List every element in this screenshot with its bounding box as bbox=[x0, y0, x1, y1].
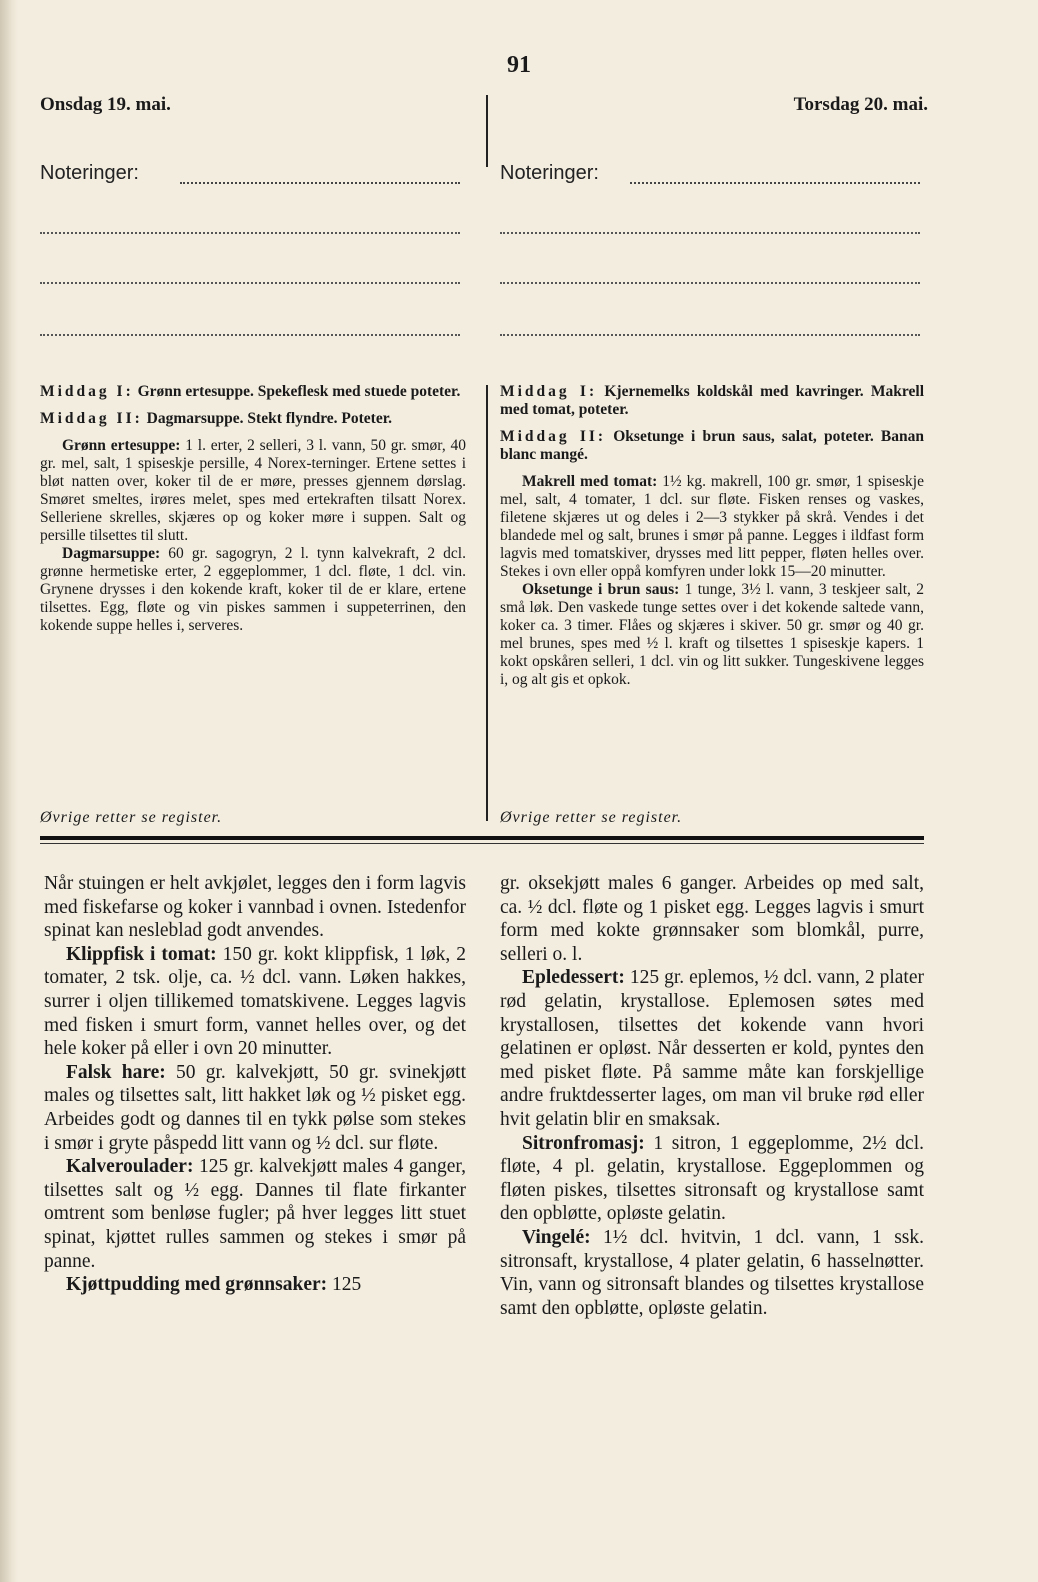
recipe bbox=[44, 943, 466, 1061]
page-gutter-shadow bbox=[0, 0, 18, 1582]
page-number: 91 bbox=[507, 52, 531, 78]
recipe bbox=[40, 545, 466, 635]
menu-entry bbox=[40, 383, 466, 401]
recipe-title: Grønn ertesuppe: bbox=[62, 437, 181, 454]
recipe bbox=[500, 1132, 924, 1226]
recipe-continuation: Når stuingen er helt avkjølet, legges den i form lagvis med fiskefarse og koker i vannbad i ovnen. Istedenfor spinat kan nesleblad godt anvendes. bbox=[44, 873, 466, 942]
menu-text: Dagmarsuppe. Stekt flyndre. Poteter. bbox=[146, 410, 393, 427]
notes-label: Noteringer: bbox=[40, 162, 139, 184]
menu-label: Middag I: bbox=[40, 383, 134, 400]
recipe-title: Klippfisk i tomat: bbox=[66, 943, 217, 965]
recipe-text: 125 bbox=[332, 1274, 362, 1296]
notes-dotted-line bbox=[500, 232, 920, 234]
recipe-text: 1½ dcl. hvitvin, 1 dcl. vann, 1 ssk. sitronsaft, krystallose, 4 plater gelatin, 6 hasselnøtter. Vin, vann og sitronsaft blandes og tilsettes krystallose samt den opbløtte, opløste gelatin. bbox=[500, 1226, 925, 1319]
recipe-title: Makrell med tomat: bbox=[522, 473, 658, 490]
recipe bbox=[44, 1061, 466, 1155]
recipe-title: Vingelé: bbox=[522, 1226, 591, 1248]
recipe-continuation: gr. oksekjøtt males 6 ganger. Arbeides op med salt, ca. ½ dcl. fløte og 1 pisket egg. Legges lagvis i smurt form med kokte grønnsaker som blomkål, purre, selleri o. l. bbox=[500, 873, 924, 965]
recipe-text: 125 gr. eplemos, ½ dcl. vann, 2 plater rød gelatin, krystallose. Eplemosen søtes med krystallosen, tilsettes det kokende vann hvori gelatinen er opløst. Når desserten er kold, pyntes den med pisket fløte. På samme måte kan forskjellige andre fruktdesserter lages, om man vil bruke rød eller hvit gelatin blir en smaksak. bbox=[500, 967, 924, 1130]
recipe bbox=[500, 966, 924, 1131]
recipe bbox=[44, 1155, 466, 1273]
menu-label: Middag II: bbox=[500, 428, 607, 445]
recipe bbox=[500, 581, 924, 689]
recipe bbox=[40, 437, 466, 545]
menu-entry bbox=[500, 428, 924, 464]
recipe-title: Dagmarsuppe: bbox=[62, 545, 161, 562]
recipe-text: 1½ kg. makrell, 100 gr. smør, 1 spiseskje mel, salt, 4 tomater, 1 dcl. sur fløte. Fisken renses og vaskes, filetene skjæres ut og deles i 2—3 stykker på skrå. Vendes i det blandede mel og salt, brunes i smør på panne. Legges i ildfast form lagvis med tomatskiver, drysses med litt pepper, fløten helles over. Stekes i ovn eller oppå komfyren under lokk 15—20 minutter. bbox=[500, 473, 924, 580]
notes-label: Noteringer: bbox=[500, 162, 599, 184]
menu-column-right bbox=[500, 383, 924, 689]
recipe-text: 1 tunge, 3½ l. vann, 3 teskjeer salt, 2 små løk. Den vaskede tunge settes over i det kokende saltede vann, koker ca. 3 timer. Flåes og skjæres i skiver. 50 gr. smør og 40 gr. mel brunes, spes med ½ l. kraft og tilsettes 1 spiseskje kapers. 1 kokt opskåren selleri, 1 dcl. vin og litt sukker. Tungeskivene legges i, og alt gis et opkok. bbox=[500, 581, 925, 688]
recipes-column-right bbox=[500, 872, 924, 1320]
menu-entry bbox=[40, 410, 466, 428]
day-heading-right: Torsdag 20. mai. bbox=[793, 94, 928, 115]
notes-dotted-line bbox=[630, 182, 920, 184]
notes-area-right bbox=[500, 162, 920, 185]
footer-note-right: Øvrige retter se register. bbox=[500, 809, 683, 826]
recipe-text: 150 gr. kokt klippfisk, 1 løk, 2 tomater, 2 tsk. olje, ca. ½ dcl. vann. Løken hakkes, surrer i oljen tillikemed tomatskivene. Legges lagvis med fisken i smurt form, vannet helles over, og det hele koker på eller i ovn 20 minutter. bbox=[44, 943, 467, 1060]
notes-dotted-line bbox=[40, 232, 460, 234]
recipe-text: 60 gr. sagogryn, 2 l. tynn kalvekraft, 2 dcl. grønne hermetiske erter, 2 eggeplommer, 1 dcl. fløte, 1 dcl. vin. Grynene drysses i den kokende kraft, koker til de er klare, ertene tilsettes. Egg, fløte og vin piskes sammen i suppeterrinen, den kokende suppe helles i, serveres. bbox=[40, 545, 466, 634]
day-heading-left: Onsdag 19. mai. bbox=[40, 94, 171, 115]
menu-entry bbox=[500, 383, 924, 419]
menu-column-left bbox=[40, 383, 466, 635]
menu-text: Oksetunge i brun saus, salat, poteter. Banan blanc mangé. bbox=[500, 428, 924, 463]
notes-dotted-line bbox=[40, 334, 460, 336]
recipes-column-left bbox=[44, 872, 466, 1297]
recipe-title: Oksetunge i brun saus: bbox=[522, 581, 680, 598]
recipe-text: 125 gr. kalvekjøtt males 4 ganger, tilsettes salt og ½ egg. Dannes til flate firkanter omtrent som benløse fugler; på hver legges litt stuet spinat, kjøttet rulles sammen og stekes i smør på panne. bbox=[44, 1156, 467, 1272]
notes-dotted-line bbox=[180, 182, 460, 184]
column-divider-recipes bbox=[486, 385, 488, 821]
recipe-title: Falsk hare: bbox=[66, 1061, 166, 1083]
column-divider-top bbox=[486, 95, 488, 167]
recipe-title: Kalveroulader: bbox=[66, 1156, 194, 1178]
notes-area-left bbox=[40, 162, 460, 185]
menu-text: Grønn ertesuppe. Spekeflesk med stuede poteter. bbox=[137, 383, 461, 400]
recipe bbox=[500, 1226, 924, 1320]
recipe bbox=[44, 1273, 466, 1297]
footer-note-left: Øvrige retter se register. bbox=[40, 809, 223, 826]
recipe-text: 1 sitron, 1 eggeplomme, 2½ dcl. fløte, 4 pl. gelatin, krystallose. Eggeplommen og fløten piskes, tilsettes sitronsaft og krystallose samt den opbløtte, opløste gelatin. bbox=[500, 1132, 924, 1225]
recipe-title: Kjøttpudding med grønnsaker: bbox=[66, 1274, 328, 1296]
notes-dotted-line bbox=[500, 334, 920, 336]
menu-label: Middag I: bbox=[500, 383, 598, 400]
menu-text: Kjernemelks koldskål med kavringer. Makrell med tomat, poteter. bbox=[500, 383, 924, 418]
recipe-title: Epledessert: bbox=[522, 967, 625, 989]
menu-label: Middag II: bbox=[40, 410, 143, 427]
recipe bbox=[500, 473, 924, 581]
section-rule-thin bbox=[40, 843, 924, 844]
recipe-title: Sitronfromasj: bbox=[522, 1132, 645, 1154]
recipe-text: 50 gr. kalvekjøtt, 50 gr. svinekjøtt males og tilsettes salt, litt hakket løk og ½ pisket egg. Arbeides godt og dannes til en tykk pølse som stekes i smør i gryte påspedd litt vann og ½ dcl. sur fløte. bbox=[44, 1061, 467, 1154]
notes-dotted-line bbox=[40, 282, 460, 284]
notes-dotted-line bbox=[500, 282, 920, 284]
recipe-text: 1 l. erter, 2 selleri, 3 l. vann, 50 gr. smør, 40 gr. mel, salt, 1 spiseskje persille, 4 Norex-terninger. Ertene settes i bløt natten over, koker til de er møre, presses gjennem dørslag. Smøret smeltes, irøres melet, spes med ertekraften tilsatt Norex. Selleriene skrelles, skjæres op og koker møre i suppen. Salt og persille tilsettes til slutt. bbox=[40, 437, 466, 544]
section-rule bbox=[40, 836, 924, 840]
